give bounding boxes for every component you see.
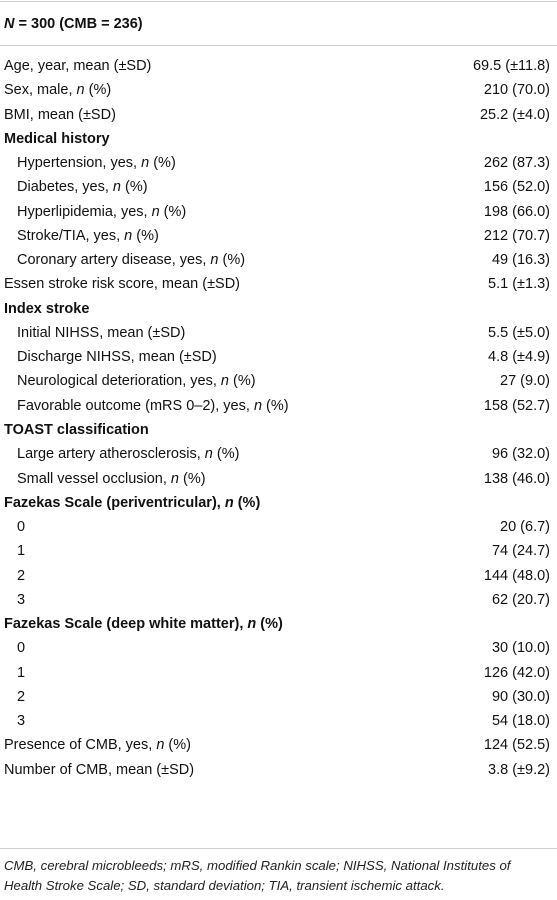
- row-label-text: Medical history: [4, 130, 110, 147]
- table-row: [0, 54, 557, 78]
- row-value: 69.5 (±11.8): [472, 58, 550, 74]
- table-row: [0, 345, 557, 369]
- row-value: 156 (52.0): [483, 179, 550, 196]
- row-label-n-symbol: n: [141, 155, 150, 172]
- row-label: [4, 758, 194, 782]
- row-label-suffix: (%): [121, 179, 148, 196]
- row-label-n-symbol: n: [220, 373, 229, 390]
- row-label-n-symbol: n: [170, 470, 179, 487]
- row-value: 5.5 (±5.0): [488, 324, 550, 341]
- table-row: [0, 78, 557, 102]
- section-header-row: [0, 418, 557, 442]
- row-label-text: Initial NIHSS, mean (±SD): [17, 324, 186, 341]
- header-n-symbol: N: [4, 16, 15, 32]
- row-label-suffix: (%): [159, 203, 187, 220]
- row-label-text: Discharge NIHSS, mean (±SD): [17, 349, 217, 366]
- section-header-row: [0, 612, 557, 636]
- row-label-text: 1: [17, 664, 26, 681]
- row-label: [17, 394, 289, 418]
- table-row: [0, 709, 557, 733]
- row-label-n-symbol: n: [151, 203, 160, 220]
- row-label: [4, 272, 240, 296]
- section-header-row: [0, 297, 557, 321]
- row-label-n-symbol: n: [112, 179, 121, 196]
- row-value: 49 (16.3): [491, 252, 550, 269]
- row-label-text: 2: [17, 567, 26, 584]
- row-label: [17, 200, 186, 224]
- table-header: [4, 11, 143, 37]
- header-rule: [0, 45, 557, 46]
- row-label: [17, 636, 25, 660]
- row-value: 262 (87.3): [483, 155, 550, 172]
- row-value: 158 (52.7): [483, 397, 550, 414]
- table-row: [0, 272, 557, 296]
- table-row: [0, 103, 557, 127]
- row-label: [17, 661, 25, 685]
- row-label-text: Diabetes, yes,: [17, 179, 113, 196]
- row-value: 124 (52.5): [483, 737, 550, 754]
- row-label: [17, 709, 25, 733]
- row-label-text: 1: [17, 543, 26, 560]
- row-value: 62 (20.7): [491, 591, 550, 608]
- row-value: 5.1 (±1.3): [488, 276, 550, 293]
- row-label: [17, 224, 159, 248]
- row-label: [17, 442, 239, 466]
- table-row: [0, 175, 557, 199]
- row-label-text: 0: [17, 640, 26, 657]
- row-label-suffix: (%): [262, 397, 289, 414]
- row-label-text: Fazekas Scale (periventricular),: [4, 494, 225, 511]
- row-label-text: Coronary artery disease, yes,: [17, 252, 211, 269]
- section-header-row: [0, 491, 557, 515]
- table-body: [0, 54, 557, 782]
- row-label-text: Large artery atherosclerosis,: [17, 446, 205, 463]
- row-value: 30 (10.0): [491, 640, 550, 657]
- table-footnote: CMB, cerebral microbleeds; mRS, modified Rankin scale; NIHSS, National Institutes of Health Stroke Scale; SD, standard deviation; TIA, transient ischemic attack.: [4, 858, 511, 893]
- row-label: [17, 539, 25, 563]
- row-label-suffix: (%): [212, 446, 240, 463]
- row-label-text: Fazekas Scale (deep white matter),: [4, 616, 248, 633]
- row-label-suffix: (%): [256, 616, 283, 633]
- section-label: [4, 491, 260, 515]
- table-row: [0, 200, 557, 224]
- row-label: [17, 321, 185, 345]
- row-label-text: Age, year, mean (±SD): [4, 58, 152, 74]
- row-label: [17, 515, 25, 539]
- row-label-text: Index stroke: [4, 300, 90, 317]
- row-label-text: Essen stroke risk score, mean (±SD): [4, 276, 240, 293]
- header-n-text: = 300 (CMB = 236): [14, 16, 143, 32]
- row-value: 198 (66.0): [483, 203, 550, 220]
- row-label: [17, 151, 176, 175]
- table-row: [0, 685, 557, 709]
- row-label: [17, 588, 25, 612]
- table-row: [0, 564, 557, 588]
- row-label-suffix: (%): [218, 252, 246, 269]
- row-value: 25.2 (±4.0): [479, 106, 550, 123]
- row-value: 90 (30.0): [491, 688, 550, 705]
- row-value: 20 (6.7): [500, 519, 550, 536]
- table-row: [0, 369, 557, 393]
- row-label-text: Number of CMB, mean (±SD): [4, 761, 195, 778]
- row-label: [4, 733, 191, 757]
- row-label: [4, 103, 116, 127]
- table-row: [0, 539, 557, 563]
- row-label-text: Presence of CMB, yes,: [4, 737, 157, 754]
- row-label-text: Sex, male,: [4, 82, 77, 99]
- row-label-text: BMI, mean (±SD): [4, 106, 116, 123]
- section-label: [4, 418, 149, 442]
- table-row: [0, 151, 557, 175]
- section-header-row: [0, 127, 557, 151]
- row-value: 126 (42.0): [483, 664, 550, 681]
- section-label: [4, 297, 89, 321]
- row-label: [17, 369, 256, 393]
- table-row: [0, 321, 557, 345]
- section-label: [4, 612, 283, 636]
- row-value: 27 (9.0): [500, 373, 550, 390]
- table-row: [0, 588, 557, 612]
- row-label-text: Small vessel occlusion,: [17, 470, 171, 487]
- row-label-n-symbol: n: [204, 446, 213, 463]
- row-label: [17, 467, 206, 491]
- row-label-n-symbol: n: [210, 252, 219, 269]
- table-row: [0, 467, 557, 491]
- row-label-text: 0: [17, 519, 26, 536]
- row-label: [4, 78, 111, 102]
- row-label-suffix: (%): [132, 227, 159, 244]
- row-value: 3.8 (±9.2): [488, 761, 550, 778]
- row-label: [17, 564, 25, 588]
- row-label: [17, 685, 25, 709]
- table-row: [0, 394, 557, 418]
- row-label-suffix: (%): [179, 470, 206, 487]
- row-value: 212 (70.7): [483, 227, 550, 244]
- table-row: [0, 636, 557, 660]
- row-label-text: Favorable outcome (mRS 0–2), yes,: [17, 397, 254, 414]
- row-label-suffix: (%): [84, 82, 112, 99]
- row-label-suffix: (%): [233, 494, 261, 511]
- row-label-suffix: (%): [229, 373, 256, 390]
- table-row: [0, 515, 557, 539]
- row-label-text: TOAST classification: [4, 421, 149, 438]
- row-label-text: Neurological deterioration, yes,: [17, 373, 221, 390]
- row-label-suffix: (%): [164, 737, 191, 754]
- bottom-rule: [0, 848, 557, 849]
- row-label-n-symbol: n: [156, 737, 165, 754]
- row-label-suffix: (%): [149, 155, 176, 172]
- row-value: 54 (18.0): [491, 713, 550, 730]
- row-label-text: Stroke/TIA, yes,: [17, 227, 125, 244]
- row-label-n-symbol: n: [124, 227, 133, 244]
- row-label-text: Hyperlipidemia, yes,: [17, 203, 152, 220]
- table-row: [0, 248, 557, 272]
- table-row: [0, 442, 557, 466]
- row-label-text: Hypertension, yes,: [17, 155, 142, 172]
- row-label: [4, 54, 151, 78]
- table-row: [0, 733, 557, 757]
- row-label: [17, 248, 245, 272]
- top-rule: [0, 1, 557, 2]
- row-value: 144 (48.0): [483, 567, 550, 584]
- row-label: [17, 175, 148, 199]
- row-label-text: 3: [17, 591, 26, 608]
- row-label-text: 2: [17, 688, 26, 705]
- table-row: [0, 758, 557, 782]
- row-value: 4.8 (±4.9): [488, 349, 550, 366]
- table-row: [0, 661, 557, 685]
- row-label: [17, 345, 217, 369]
- row-label-n-symbol: n: [76, 82, 85, 99]
- row-label-n-symbol: n: [224, 494, 234, 511]
- section-label: [4, 127, 110, 151]
- row-label-n-symbol: n: [247, 616, 257, 633]
- row-label-n-symbol: n: [253, 397, 263, 414]
- table-row: [0, 224, 557, 248]
- row-label-text: 3: [17, 713, 26, 730]
- row-value: 210 (70.0): [483, 82, 550, 99]
- row-value: 74 (24.7): [491, 543, 550, 560]
- row-value: 138 (46.0): [483, 470, 550, 487]
- row-value: 96 (32.0): [491, 446, 550, 463]
